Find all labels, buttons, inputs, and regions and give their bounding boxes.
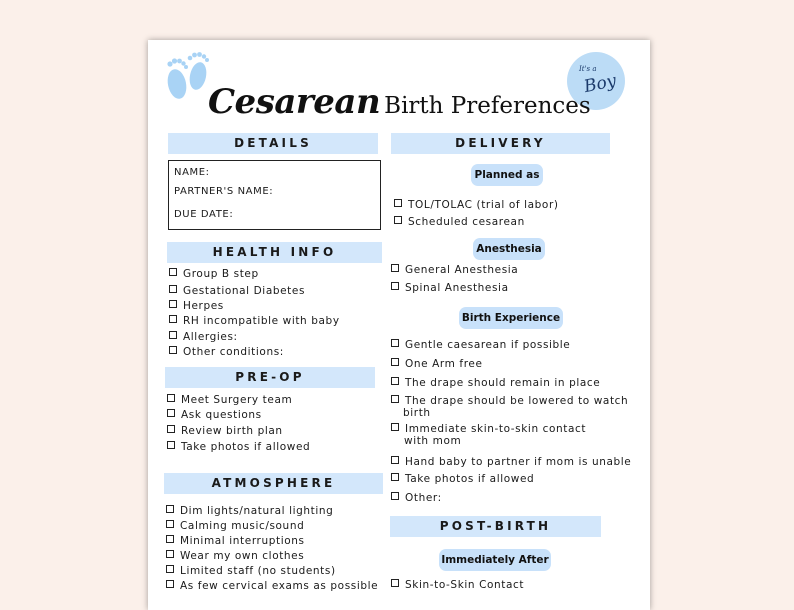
atmosphere-header: ATMOSPHERE — [164, 473, 383, 494]
delivery-header: DELIVERY — [391, 133, 610, 154]
checkbox-icon[interactable] — [167, 425, 175, 433]
list-item[interactable]: One Arm free — [391, 358, 483, 371]
list-item[interactable]: Review birth plan — [167, 425, 283, 438]
checkbox-icon[interactable] — [391, 377, 399, 385]
list-item[interactable]: Spinal Anesthesia — [391, 282, 509, 295]
partner-name-field-label: PARTNER'S NAME: — [174, 186, 274, 197]
list-item[interactable]: Scheduled cesarean — [394, 216, 525, 229]
checkbox-icon[interactable] — [394, 199, 402, 207]
checkbox-icon[interactable] — [391, 492, 399, 500]
list-item-continuation: with mom — [404, 435, 462, 447]
list-item[interactable]: The drape should be lowered to watch — [391, 395, 628, 408]
list-item[interactable]: TOL/TOLAC (trial of labor) — [394, 199, 559, 212]
checkbox-icon[interactable] — [169, 268, 177, 276]
checkbox-icon[interactable] — [169, 315, 177, 323]
list-item[interactable]: Take photos if allowed — [167, 441, 310, 454]
checkbox-icon[interactable] — [166, 565, 174, 573]
list-item[interactable]: Dim lights/natural lighting — [166, 505, 333, 518]
list-item[interactable]: Gentle caesarean if possible — [391, 339, 570, 352]
checkbox-icon[interactable] — [166, 550, 174, 558]
list-item[interactable]: The drape should remain in place — [391, 377, 600, 390]
list-item[interactable]: Wear my own clothes — [166, 550, 304, 563]
list-item[interactable]: As few cervical exams as possible — [166, 580, 378, 593]
birth-experience-pill: Birth Experience — [459, 307, 563, 329]
checkbox-icon[interactable] — [391, 456, 399, 464]
pre-op-header: PRE-OP — [165, 367, 375, 388]
list-item[interactable]: Allergies: — [169, 331, 238, 344]
checkbox-icon[interactable] — [391, 423, 399, 431]
list-item[interactable]: Skin-to-Skin Contact — [391, 579, 524, 592]
list-item[interactable]: Other: — [391, 492, 442, 505]
checkbox-icon[interactable] — [391, 395, 399, 403]
list-item[interactable]: General Anesthesia — [391, 264, 518, 277]
badge-small-text: It's a — [579, 65, 597, 73]
checkbox-icon[interactable] — [169, 346, 177, 354]
checkbox-icon[interactable] — [169, 331, 177, 339]
checkbox-icon[interactable] — [391, 282, 399, 290]
anesthesia-pill: Anesthesia — [473, 238, 545, 260]
checkbox-icon[interactable] — [391, 264, 399, 272]
checkbox-icon[interactable] — [167, 409, 175, 417]
immediately-after-pill: Immediately After — [439, 549, 551, 571]
checkbox-icon[interactable] — [391, 579, 399, 587]
list-item[interactable]: Take photos if allowed — [391, 473, 534, 486]
list-item[interactable]: Immediate skin-to-skin contact — [391, 423, 586, 436]
list-item[interactable]: RH incompatible with baby — [169, 315, 340, 328]
list-item[interactable]: Other conditions: — [169, 346, 284, 359]
checkbox-icon[interactable] — [167, 441, 175, 449]
list-item[interactable]: Minimal interruptions — [166, 535, 305, 548]
list-item[interactable]: Group B step — [169, 268, 259, 281]
due-date-field-label: DUE DATE: — [174, 209, 234, 220]
page-title — [208, 82, 591, 122]
health-info-header: HEALTH INFO — [167, 242, 382, 263]
list-item[interactable]: Herpes — [169, 300, 224, 313]
baby-feet-icon — [158, 50, 214, 106]
planned-as-pill: Planned as — [471, 164, 543, 186]
checkbox-icon[interactable] — [169, 285, 177, 293]
post-birth-header: POST-BIRTH — [390, 516, 601, 537]
checkbox-icon[interactable] — [391, 339, 399, 347]
birth-plan-sheet — [148, 40, 650, 610]
list-item[interactable]: Meet Surgery team — [167, 394, 292, 407]
list-item[interactable]: Limited staff (no students) — [166, 565, 336, 578]
badge-big-text: Boy — [582, 70, 619, 98]
details-box — [168, 160, 381, 230]
checkbox-icon[interactable] — [391, 473, 399, 481]
list-item-continuation: birth — [403, 407, 431, 419]
name-field-label: NAME: — [174, 167, 210, 178]
checkbox-icon[interactable] — [166, 520, 174, 528]
checkbox-icon[interactable] — [394, 216, 402, 224]
list-item[interactable]: Ask questions — [167, 409, 262, 422]
checkbox-icon[interactable] — [166, 580, 174, 588]
title-script: Cesarean — [208, 82, 381, 122]
checkbox-icon[interactable] — [169, 300, 177, 308]
checkbox-icon[interactable] — [166, 505, 174, 513]
checkbox-icon[interactable] — [391, 358, 399, 366]
details-header: DETAILS — [168, 133, 378, 154]
list-item[interactable]: Gestational Diabetes — [169, 285, 305, 298]
list-item[interactable]: Calming music/sound — [166, 520, 304, 533]
checkbox-icon[interactable] — [166, 535, 174, 543]
title-rest: Birth Preferences — [384, 93, 591, 119]
checkbox-icon[interactable] — [167, 394, 175, 402]
list-item[interactable]: Hand baby to partner if mom is unable — [391, 456, 631, 469]
